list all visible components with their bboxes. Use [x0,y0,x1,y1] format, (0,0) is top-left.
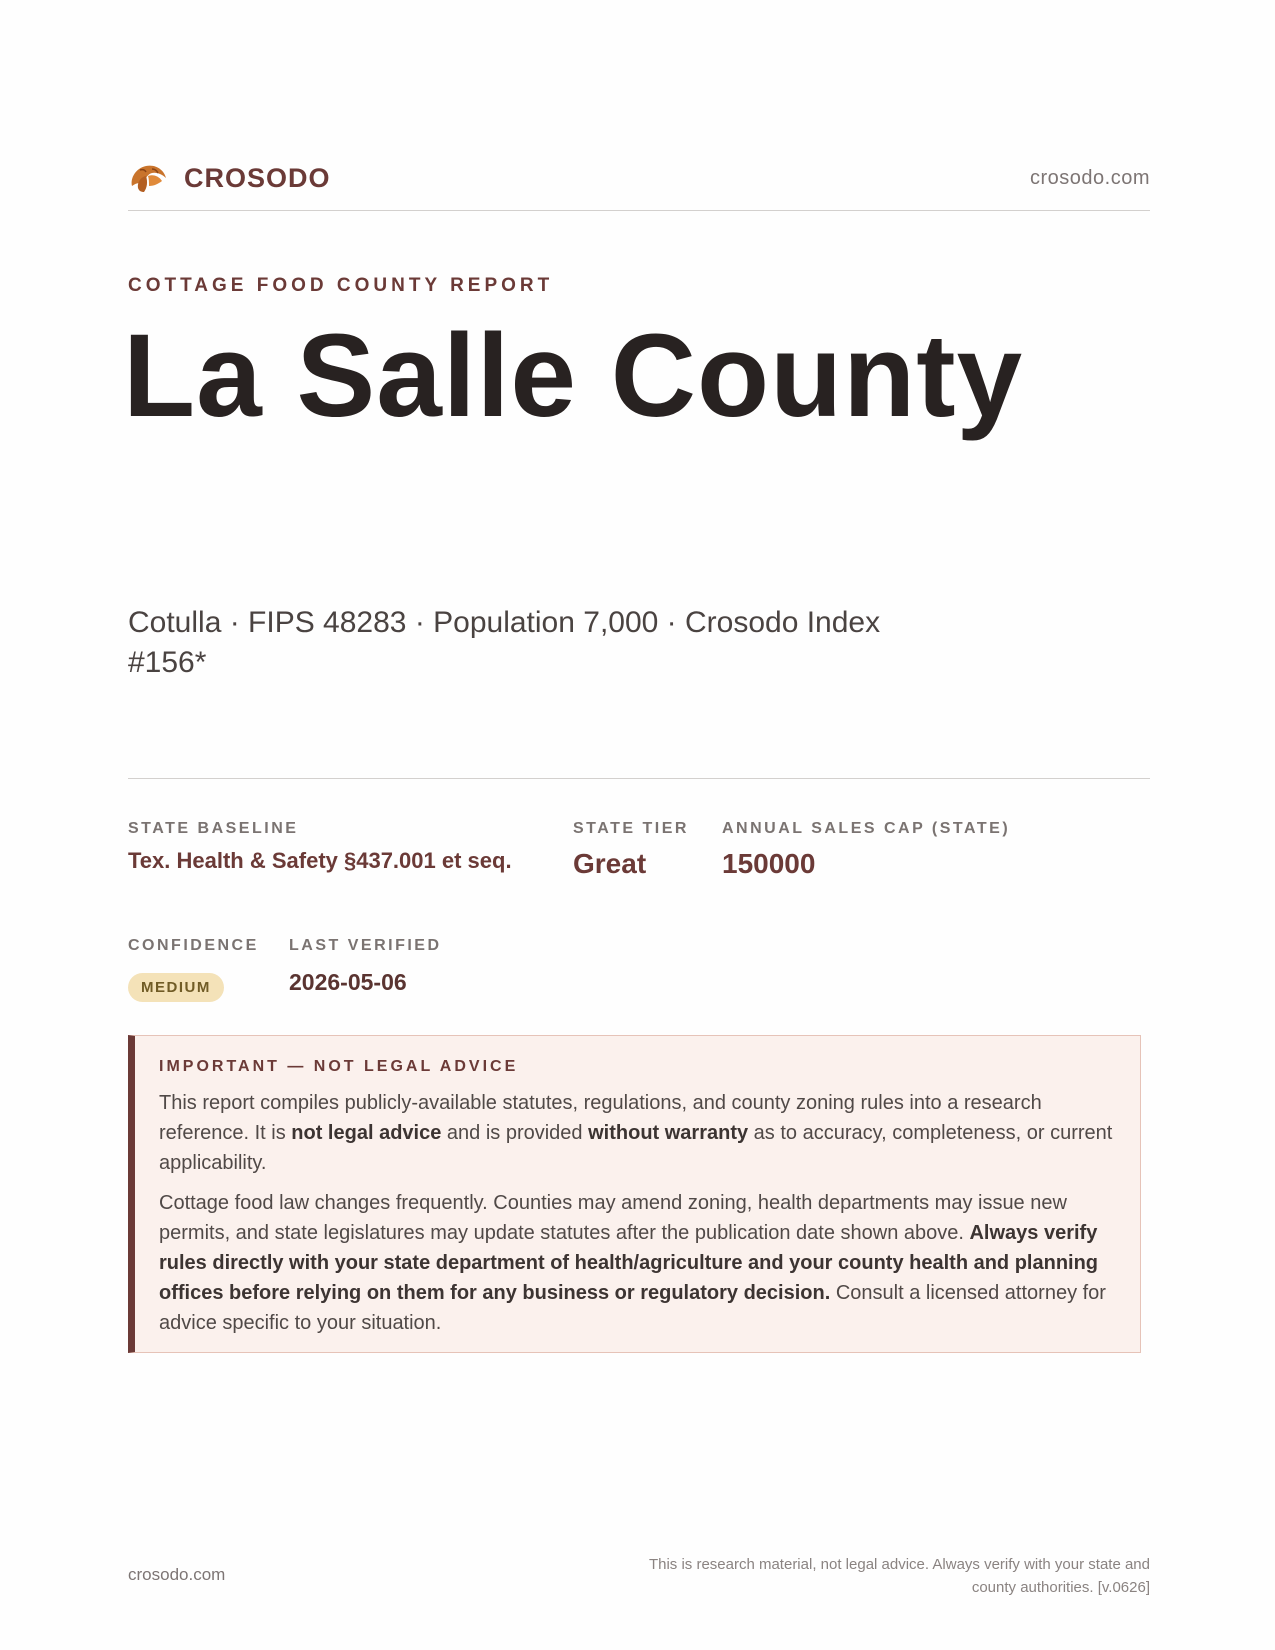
stat-confidence [128,937,259,1002]
stat-label: LAST VERIFIED [289,937,442,954]
footer-disclaimer: This is research material, not legal advice. Always verify with your state and county authorities. [v.0626] [648,1556,1150,1596]
stat-sales-cap [722,820,1010,880]
header-site-link[interactable]: crosodo.com [1030,167,1150,189]
stat-label: CONFIDENCE [128,937,259,954]
stat-value: Great [573,848,647,879]
footer-site-link[interactable]: crosodo.com [128,1565,226,1584]
notice-paragraph: This report compiles publicly-available statutes, regulations, and county zoning rules into a research reference. It is not legal advice and is provided without warranty as to accuracy, completeness, or current applicability. [159,1092,1113,1174]
stat-state-baseline [128,820,512,874]
report-page [123,0,1150,1650]
notice-title: IMPORTANT — NOT LEGAL ADVICE [159,1058,519,1075]
confidence-badge: MEDIUM [128,973,224,1002]
legal-notice [128,1035,1141,1353]
notice-paragraph: Cottage food law changes frequently. Counties may amend zoning, health departments may issue new permits, and state legislatures may update statutes after the publication date shown above. Always verify rules directly with your state department of health/agriculture and your county health and planning offices before relying on them for any business or regulatory decision. Consult a licensed attorney for advice specific to your situation. [159,1192,1106,1334]
stat-state-tier [573,820,689,880]
brand-name: CROSODO [184,162,331,193]
report-eyebrow: COTTAGE FOOD COUNTY REPORT [128,275,554,296]
stat-last-verified [289,937,442,996]
stat-label: STATE BASELINE [128,820,299,837]
stat-label: STATE TIER [573,820,689,837]
stat-value: 2026-05-06 [289,969,407,995]
page-title: La Salle County [123,310,1024,442]
stat-label: ANNUAL SALES CAP (STATE) [722,820,1011,837]
county-summary: Cotulla · FIPS 48283 · Population 7,000 · Crosodo Index #156* [128,606,881,679]
page-header [128,160,1150,211]
divider [128,778,1150,779]
croissant-icon [128,160,168,196]
stat-value: 150000 [722,848,816,879]
logo [128,160,331,196]
stat-value: Tex. Health & Safety §437.001 et seq. [128,848,512,873]
